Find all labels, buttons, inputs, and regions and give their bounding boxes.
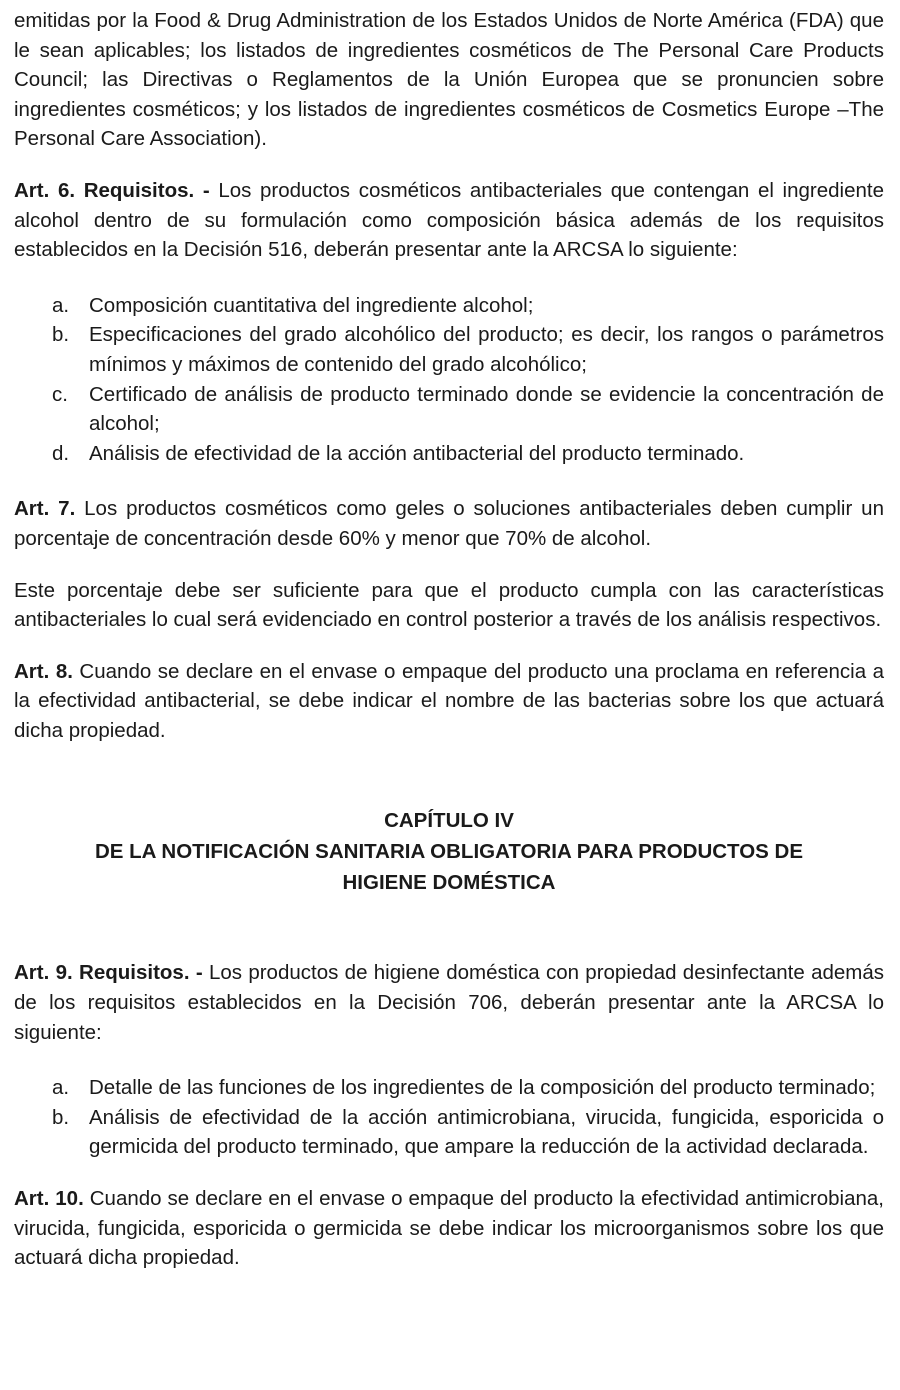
list-item-text: Análisis de efectividad de la acción antimicrobiana, virucida, fungicida, esporicida o germicida del producto terminado, que ampare la reducción de la actividad declarada. (89, 1105, 884, 1159)
art9-text: Los productos de higiene doméstica con propiedad desinfectante además de los requisitos establecidos en la Decisión 706, deberán presentar ante la ARCSA lo siguiente: (14, 961, 884, 1044)
list-item (14, 1073, 884, 1103)
chapter-title-line2: HIGIENE DOMÉSTICA (342, 871, 556, 895)
list-marker: d. (52, 441, 70, 465)
art7-paragraph (14, 494, 884, 553)
art9-label: Art. 9. Requisitos. - (14, 961, 203, 985)
list-item (14, 380, 884, 439)
art10-text: Cuando se declare en el envase o empaque del producto la efectividad antimicrobiana, virucida, fungicida, esporicida o germicida se debe indicar los microorganismos sobre los que actuará dicha propiedad. (14, 1187, 884, 1270)
list-item-text: Certificado de análisis de producto terminado donde se evidencie la concentración de alcohol; (89, 382, 884, 436)
chapter-heading (14, 805, 884, 898)
list-item (14, 1103, 884, 1162)
art8-paragraph (14, 657, 884, 746)
list-item-text: Detalle de las funciones de los ingredientes de la composición del producto terminado; (89, 1076, 876, 1100)
art6-text: Los productos cosméticos antibacteriales que contengan el ingrediente alcohol dentro de su formulación como composición básica además de los requisitos establecidos en la Decisión 516, deberán presentar ante la ARCSA lo siguiente: (14, 178, 885, 262)
intro-paragraph: emitidas por la Food & Drug Administration de los Estados Unidos de Norte América (FDA) que le sean aplicables; los listados de ingredientes cosméticos de The Personal Care Products Council; las Directivas o Reglamentos de la Unión Europea que se pronuncien sobre ingredientes cosméticos; y los listados de ingredientes cosméticos de Cosmetics Europe –The Personal Care Association). (14, 9, 884, 151)
chapter-number: CAPÍTULO IV (384, 809, 514, 833)
art9-list (14, 1073, 884, 1162)
chapter-title-line1: DE LA NOTIFICACIÓN SANITARIA OBLIGATORIA PARA PRODUCTOS DE (94, 840, 803, 864)
art8-text: Cuando se declare en el envase o empaque del producto una proclama en referencia a la efectividad antibacterial, se debe indicar el nombre de las bacterias sobre los que actuará dicha propiedad. (14, 659, 884, 742)
art7-label: Art. 7. (14, 497, 76, 521)
art6-paragraph (14, 176, 884, 265)
list-item (14, 439, 884, 469)
list-marker: c. (52, 382, 68, 406)
art6-list (14, 291, 884, 469)
art7-text: Los productos cosméticos como geles o soluciones antibacteriales deben cumplir un porcentaje de concentración desde 60% y menor que 70% de alcohol. (14, 497, 884, 550)
art7-followup-paragraph: Este porcentaje debe ser suficiente para que el producto cumpla con las características antibacteriales lo cual será evidenciado en control posterior a través de los análisis respectivos. (14, 578, 884, 632)
list-item-text: Composición cuantitativa del ingrediente alcohol; (89, 293, 534, 317)
list-marker: a. (52, 1076, 70, 1100)
art8-label: Art. 8. (14, 659, 73, 683)
list-item-text: Especificaciones del grado alcohólico del producto; es decir, los rangos o parámetros mínimos y máximos de contenido del grado alcohólico; (89, 323, 884, 376)
list-item-text: Análisis de efectividad de la acción antibacterial del producto terminado. (89, 441, 745, 465)
list-marker: b. (52, 323, 70, 347)
art9-paragraph (14, 958, 884, 1047)
list-item (14, 320, 884, 379)
list-item (14, 291, 884, 321)
document-page (14, 6, 884, 1273)
list-marker: b. (52, 1105, 70, 1129)
art10-label: Art. 10. (14, 1187, 84, 1211)
list-marker: a. (52, 293, 70, 317)
art6-label: Art. 6. Requisitos. - (14, 178, 210, 202)
art10-paragraph (14, 1184, 884, 1273)
